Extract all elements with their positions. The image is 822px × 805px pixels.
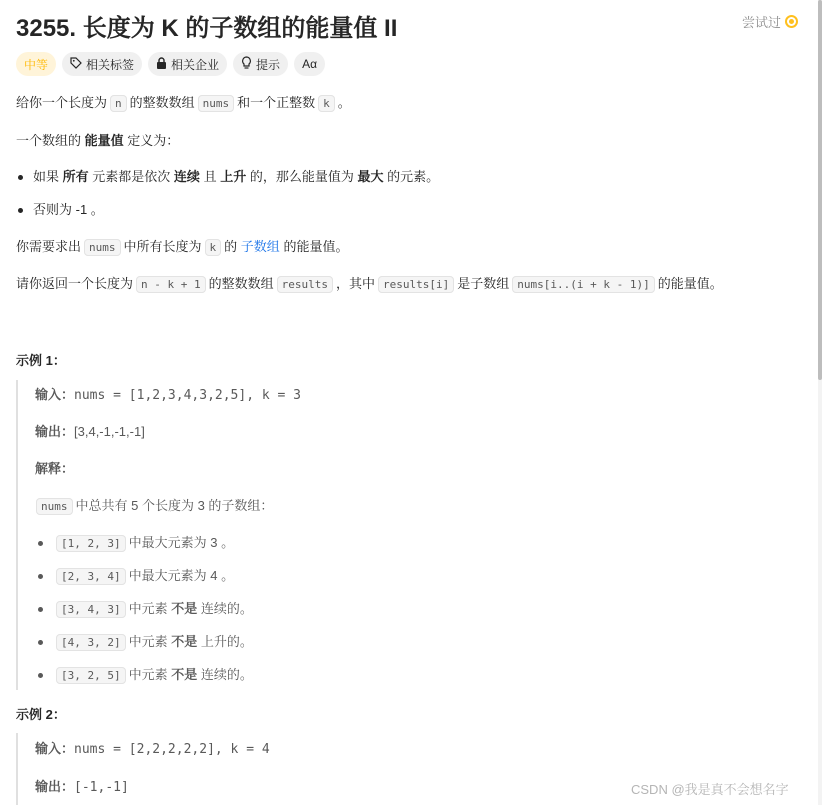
text: 你需要求出 bbox=[16, 239, 82, 254]
difficulty-badge bbox=[16, 52, 56, 76]
output-label: 输出： bbox=[35, 424, 75, 439]
tag-bar bbox=[16, 52, 325, 76]
lightbulb-icon bbox=[241, 56, 252, 72]
inline-code: n bbox=[110, 95, 127, 112]
bullet-dot bbox=[18, 208, 23, 213]
text: 请你返回一个长度为 bbox=[16, 276, 134, 291]
text: 和一个正整数 bbox=[237, 95, 316, 110]
bold-text: 能量值 bbox=[84, 133, 124, 148]
example-1-title: 示例 1： bbox=[16, 353, 66, 368]
input-value: nums = [1,2,3,4,3,2,5], k = 3 bbox=[74, 388, 301, 403]
hint-button[interactable] bbox=[233, 52, 288, 76]
inline-code: k bbox=[205, 239, 222, 256]
text: 中元素 bbox=[128, 667, 168, 682]
text: 的元素。 bbox=[387, 169, 440, 184]
bullet-dot bbox=[38, 607, 43, 612]
example-1-item bbox=[38, 599, 253, 620]
text: 中总共有 5 个长度为 3 的子数组： bbox=[75, 498, 274, 513]
description-paragraph-3 bbox=[16, 237, 348, 258]
inline-code: k bbox=[318, 95, 335, 112]
example-1-item bbox=[38, 566, 234, 587]
text: 的整数数组 bbox=[208, 276, 274, 291]
related-tags-label: 相关标签 bbox=[86, 57, 135, 72]
example-1-item bbox=[38, 533, 234, 554]
font-toggle-icon: Aα bbox=[302, 57, 318, 71]
inline-code: results bbox=[277, 276, 333, 293]
text: 的能量值。 bbox=[657, 276, 723, 291]
csdn-watermark: CSDN @我是真不会想名字 bbox=[631, 782, 789, 797]
definition-bullet-2 bbox=[18, 200, 104, 220]
input-label: 输入： bbox=[35, 387, 75, 402]
text: 的 bbox=[224, 239, 238, 254]
related-companies-button[interactable] bbox=[148, 52, 227, 76]
inline-code: [3, 2, 5] bbox=[56, 667, 126, 684]
text: 中最大元素为 4 。 bbox=[128, 568, 235, 583]
related-companies-label: 相关企业 bbox=[171, 57, 220, 72]
related-tags-button[interactable] bbox=[62, 52, 142, 76]
text: 中最大元素为 3 。 bbox=[128, 535, 235, 550]
bold-text: 所有 bbox=[62, 169, 89, 184]
text: 的整数数组 bbox=[129, 95, 195, 110]
text: 连续的。 bbox=[200, 667, 253, 682]
bullet-dot bbox=[38, 541, 43, 546]
tried-circle-icon bbox=[785, 15, 798, 28]
example-1-explain-label bbox=[35, 459, 74, 479]
description-paragraph-2 bbox=[16, 131, 179, 151]
text: 如果 bbox=[33, 169, 60, 184]
text: 一个数组的 bbox=[16, 133, 82, 148]
example-1-explain-text bbox=[33, 496, 273, 517]
text: 定义为： bbox=[127, 133, 180, 148]
text: 。 bbox=[337, 95, 351, 110]
text: 上升的。 bbox=[200, 634, 253, 649]
bullet-dot bbox=[38, 640, 43, 645]
output-value: [-1,-1] bbox=[74, 780, 129, 795]
example-1-block bbox=[16, 380, 806, 690]
tried-status[interactable] bbox=[742, 12, 798, 31]
text: 否则为 -1 。 bbox=[33, 202, 104, 217]
description-paragraph-4 bbox=[16, 274, 723, 295]
text: 中元素 bbox=[128, 634, 168, 649]
inline-code: [4, 3, 2] bbox=[56, 634, 126, 651]
bullet-dot bbox=[38, 574, 43, 579]
input-label: 输入： bbox=[35, 741, 75, 756]
inline-code: results[i] bbox=[378, 276, 454, 293]
inline-code: n - k + 1 bbox=[136, 276, 206, 293]
output-value: [3,4,-1,-1,-1] bbox=[74, 424, 145, 439]
explain-label: 解释： bbox=[35, 461, 75, 476]
lock-icon bbox=[156, 57, 167, 72]
bold-text: 不是 bbox=[171, 667, 198, 682]
tried-label: 尝试过 bbox=[742, 15, 782, 30]
text: 是子数组 bbox=[457, 276, 510, 291]
example-1-input bbox=[35, 385, 301, 406]
inline-code: nums bbox=[84, 239, 121, 256]
bold-text: 连续 bbox=[173, 169, 200, 184]
text: 的能量值。 bbox=[283, 239, 349, 254]
font-toggle-button[interactable] bbox=[294, 52, 325, 76]
hint-label: 提示 bbox=[256, 57, 281, 72]
subarray-link[interactable]: 子数组 bbox=[240, 239, 280, 254]
difficulty-label: 中等 bbox=[24, 57, 49, 72]
text: 给你一个长度为 bbox=[16, 95, 108, 110]
inline-code: nums bbox=[198, 95, 235, 112]
example-1-item bbox=[38, 632, 253, 653]
text: 且 bbox=[203, 169, 217, 184]
example-2-output bbox=[35, 777, 129, 798]
text: ，其中 bbox=[336, 276, 376, 291]
bullet-dot bbox=[38, 673, 43, 678]
text: 中元素 bbox=[128, 601, 168, 616]
output-label: 输出： bbox=[35, 779, 75, 794]
problem-title: 3255. 长度为 K 的子数组的能量值 II bbox=[16, 15, 398, 42]
tag-icon bbox=[70, 57, 82, 72]
text: 的，那么能量值为 bbox=[249, 169, 354, 184]
input-value: nums = [2,2,2,2,2], k = 4 bbox=[74, 742, 270, 757]
example-1-output bbox=[35, 422, 145, 442]
bold-text: 不是 bbox=[171, 601, 198, 616]
bullet-dot bbox=[18, 175, 23, 180]
scrollbar-thumb[interactable] bbox=[818, 0, 822, 380]
description-paragraph-1 bbox=[16, 93, 351, 114]
text: 连续的。 bbox=[200, 601, 253, 616]
text: 中所有长度为 bbox=[123, 239, 202, 254]
inline-code: [2, 3, 4] bbox=[56, 568, 126, 585]
bold-text: 不是 bbox=[171, 634, 198, 649]
inline-code: [3, 4, 3] bbox=[56, 601, 126, 618]
text: 元素都是依次 bbox=[92, 169, 171, 184]
inline-code: [1, 2, 3] bbox=[56, 535, 126, 552]
inline-code: nums bbox=[36, 498, 73, 515]
bold-text: 上升 bbox=[220, 169, 247, 184]
example-2-title: 示例 2： bbox=[16, 707, 66, 722]
definition-bullet-1 bbox=[18, 167, 439, 187]
example-1-item bbox=[38, 665, 253, 686]
example-2-input bbox=[35, 739, 270, 760]
bold-text: 最大 bbox=[357, 169, 384, 184]
inline-code: nums[i..(i + k - 1)] bbox=[512, 276, 654, 293]
